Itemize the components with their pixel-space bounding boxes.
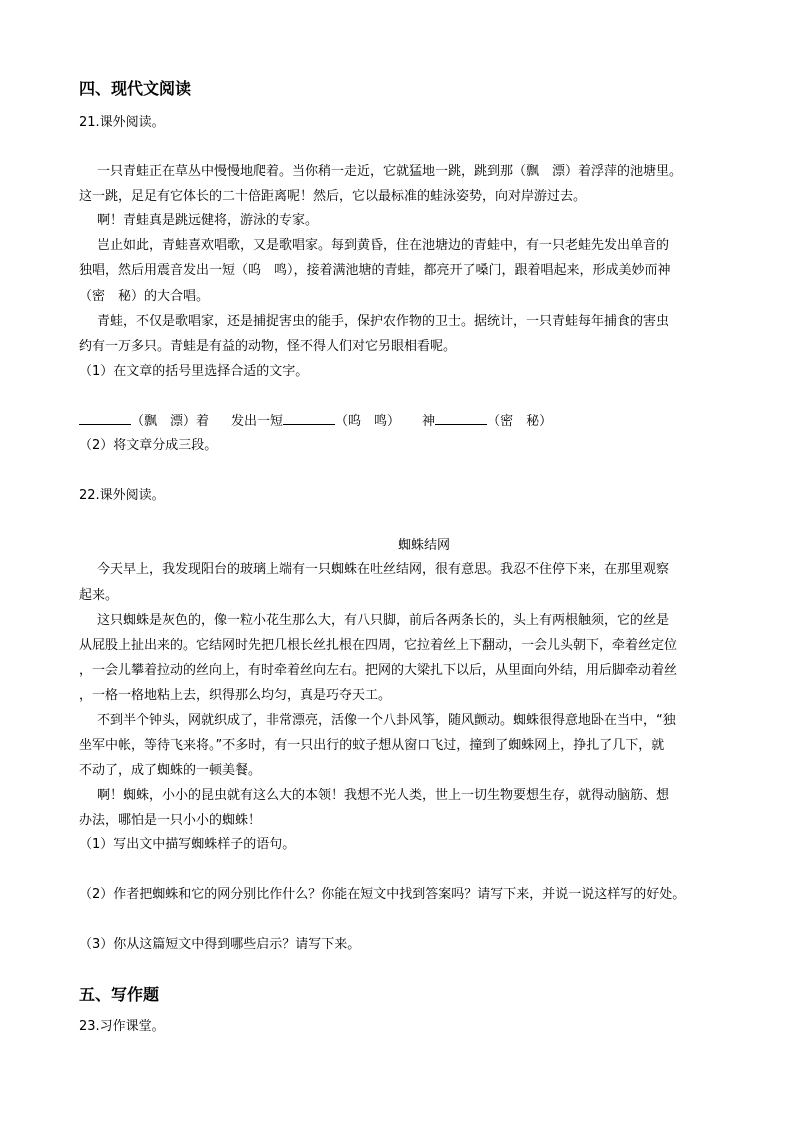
section-heading-4: 四、现代文阅读	[79, 79, 192, 98]
q21-paragraph-line: 啊！青蛙真是跳远健将，游泳的专家。	[97, 213, 319, 228]
q22-paragraph-line: ，一格一格地粘上去，织得那么均匀，真是巧夺天工。	[79, 688, 392, 703]
q22-paragraph-line: 这只蜘蛛是灰色的，像一粒小花生那么大，有八只脚，前后各两条长的，头上有两根触须，它的丝是	[97, 613, 670, 628]
q21-fill-in-line	[79, 412, 552, 431]
q22-paragraph-line: 从屁股上扯出来的。它结网时先把几根长丝扎根在四周，它拉着丝上下翻动，一会儿头朝下，牵着丝定位	[79, 638, 678, 653]
q21-paragraph-line: （密 秘）的大合唱。	[79, 289, 210, 304]
q21-paragraph-line: 约有一万多只。青蛙是有益的动物，怪不得人们对它另眼相看呢。	[79, 339, 457, 354]
q21-paragraph-line: 这一跳，足足有它体长的二十倍距离呢！然后，它以最标准的蛙泳姿势，向对岸游过去。	[79, 189, 587, 204]
passage-title: 蜘蛛结网	[398, 538, 451, 553]
q21-paragraph-line: 青蛙，不仅是歌唱家，还是捕捉害虫的能手，保护农作物的卫士。据统计，一只青蛙每年捕食的害虫	[97, 314, 670, 329]
q22-paragraph-line: 办法，哪怕是一只小小的蜘蛛！	[79, 813, 262, 828]
answer-blank[interactable]	[79, 412, 131, 425]
question-23-number: 23.习作课堂。	[79, 1019, 165, 1034]
fill-prefix: 发出一短	[231, 414, 284, 429]
q22-subquestion-1: （1）写出文中描写蜘蛛样子的语句。	[79, 837, 296, 852]
fill-prefix: 神	[422, 414, 436, 429]
fill-option: （呜 鸣）	[335, 414, 401, 429]
section-heading-5: 五、写作题	[79, 985, 160, 1004]
fill-option: （密 秘）	[487, 414, 553, 429]
q21-paragraph-line: 一只青蛙正在草丛中慢慢地爬着。当你稍一走近，它就猛地一跳，跳到那（飘 漂）着浮萍的池塘里。	[97, 164, 683, 179]
q22-paragraph-line: ，一会儿攀着拉动的丝向上，有时牵着丝向左右。把网的大梁扎下以后，从里面向外结，用后脚牵动着丝	[79, 663, 678, 678]
q22-paragraph-line: 啊！蜘蛛，小小的昆虫就有这么大的本领！我想不光人类，世上一切生物要想生存，就得动脑筋、想	[97, 788, 670, 803]
q21-paragraph-line: 岂止如此，青蛙喜欢唱歌，又是歌唱家。每到黄昏，住在池塘边的青蛙中，有一只老蛙先发出单音的	[97, 238, 670, 253]
question-21-number: 21.课外阅读。	[79, 115, 165, 130]
q22-paragraph-line: 今天早上，我发现阳台的玻璃上端有一只蜘蛛在吐丝结网，很有意思。我忍不住停下来，在那里观察	[97, 562, 670, 577]
q22-subquestion-2: （2）作者把蜘蛛和它的网分别比作什么？你能在短文中找到答案吗？请写下来，并说一说这样写的好处。	[79, 887, 686, 902]
q22-paragraph-line: 不到半个钟头，网就织成了，非常漂亮，活像一个八卦风筝，随风颤动。蜘蛛很得意地卧在当中，“独	[97, 713, 676, 728]
q21-subquestion-1: （1）在文章的括号里选择合适的文字。	[79, 364, 309, 379]
q21-paragraph-line: 独唱，然后用震音发出一短（呜 鸣），接着满池塘的青蛙，都亮开了嗓门，跟着唱起来，形成美妙而神	[79, 263, 671, 278]
q22-paragraph-line: 不动了，成了蜘蛛的一顿美餐。	[79, 763, 262, 778]
answer-blank[interactable]	[283, 412, 335, 425]
question-22-number: 22.课外阅读。	[79, 488, 165, 503]
q22-subquestion-3: （3）你从这篇短文中得到哪些启示？请写下来。	[79, 937, 361, 952]
q22-paragraph-line: 坐军中帐，等待飞来将。”不多时，有一只出行的蚊子想从窗口飞过，撞到了蜘蛛网上，挣扎了几下，就	[79, 738, 665, 753]
fill-option: （飘 漂）着	[131, 414, 210, 429]
answer-blank[interactable]	[435, 412, 487, 425]
q21-subquestion-2: （2）将文章分成三段。	[79, 438, 218, 453]
q22-paragraph-line: 起来。	[79, 588, 119, 603]
